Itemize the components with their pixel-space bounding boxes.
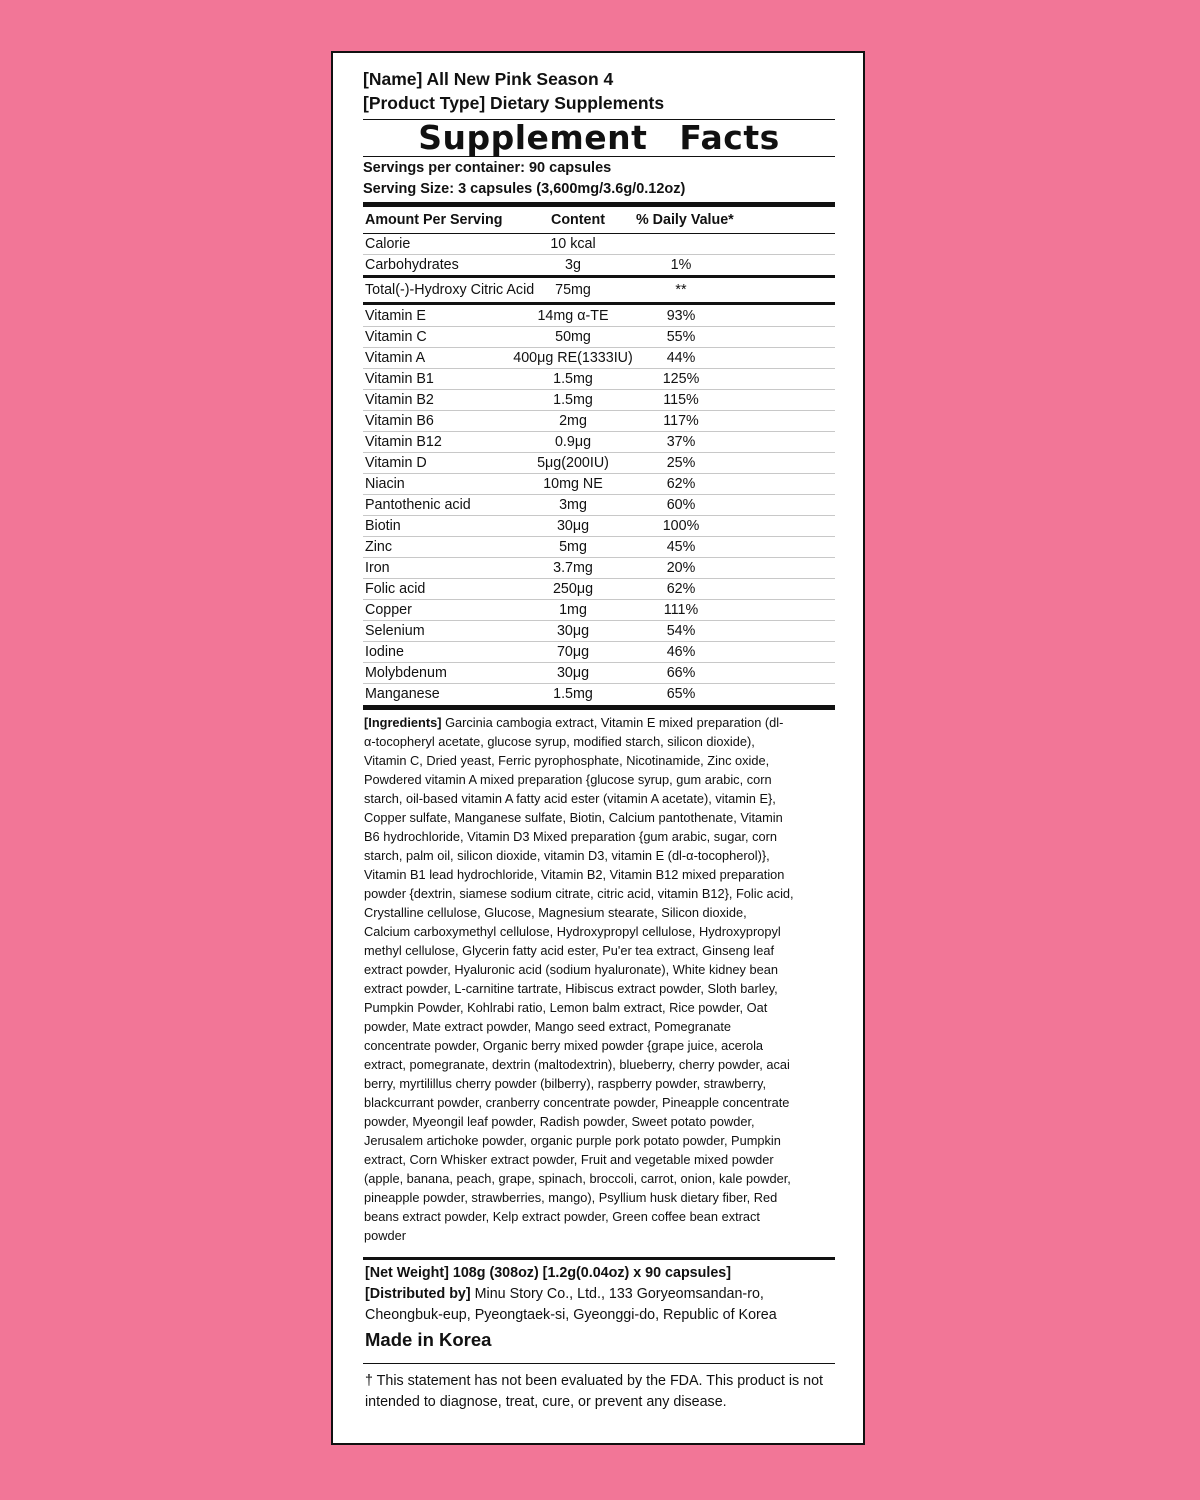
nutrient-daily-value: 111%	[663, 602, 699, 618]
nutrient-name: Vitamin A	[365, 350, 426, 366]
nutrient-content: 50mg	[555, 329, 591, 345]
nutrient-name: Vitamin C	[365, 329, 427, 345]
label-content	[363, 67, 835, 1413]
nutrient-name: Selenium	[365, 623, 425, 639]
nutrient-row	[363, 432, 835, 453]
nutrient-name: Folic acid	[365, 581, 426, 597]
nutrient-content: 3g	[565, 257, 581, 273]
nutrient-content: 250μg	[552, 581, 594, 597]
nutrient-daily-value: 100%	[662, 518, 700, 534]
nutrient-content: 1.5mg	[553, 392, 593, 408]
thick-divider	[363, 705, 835, 710]
nutrient-daily-value: 65%	[666, 686, 696, 702]
nutrient-daily-value: 66%	[666, 665, 696, 681]
nutrient-daily-value: 20%	[666, 560, 696, 576]
serving-size: Serving Size: 3 capsules (3,600mg/3.6g/0.12oz)	[363, 181, 686, 197]
nutrient-daily-value: 54%	[666, 623, 696, 639]
nutrient-content: 30μg	[556, 623, 590, 639]
nutrient-name: Vitamin B1	[365, 371, 434, 387]
nutrient-row	[363, 600, 835, 621]
nutrient-row	[363, 495, 835, 516]
col-dv-header: % Daily Value*	[636, 212, 734, 228]
nutrient-daily-value: 125%	[662, 371, 700, 387]
nutrient-content: 0.9μg	[554, 434, 592, 450]
ingredients-block	[363, 713, 794, 1245]
nutrient-row	[363, 411, 835, 432]
thick-divider	[363, 1257, 835, 1260]
nutrient-name: Vitamin B2	[365, 392, 434, 408]
table-header	[363, 207, 835, 233]
distributed-text: Minu Story Co., Ltd., 133 Goryeomsandan-ro, Cheongbuk-eup, Pyeongtaek-si, Gyeonggi-do, Republic of Korea	[365, 1286, 777, 1323]
made-in: Made in Korea	[365, 1329, 492, 1350]
ingredients-text: Garcinia cambogia extract, Vitamin E mixed preparation (dl-α-tocopheryl acetate, glucose syrup, modified starch, silicon dioxide), Vitamin C, Dried yeast, Ferric pyrophosphate, Nicotinamide, Zinc oxide, Powdered vitamin A mixed preparation {glucose syrup, gum arabic, corn starch, oil-based vitamin A fatty acid ester (vitamin A acetate), vitamin E}, Copper sulfate, Manganese sulfate, Biotin, Calcium pantothenate, Vitamin B6 hydrochloride, Vitamin D3 Mixed preparation {gum arabic, sugar, corn starch, palm oil, silicon dioxide, vitamin D3, vitamin E (dl-α-tocopherol)}, Vitamin B1 lead hydrochloride, Vitamin B2, Vitamin B12 mixed preparation powder {dextrin, siamese sodium citrate, citric acid, vitamin B12}, Folic acid, Crystalline cellulose, Glucose, Magnesium stearate, Silicon dioxide, Calcium carboxymethyl cellulose, Hydroxypropyl cellulose, Hydroxypropyl methyl cellulose, Glycerin fatty acid ester, Pu'er tea extract, Ginseng leaf extract powder, Hyaluronic acid (sodium hyaluronate), White kidney bean extract powder, L-carnitine tartrate, Hibiscus extract powder, Sloth barley, Pumpkin Powder, Kohlrabi ratio, Lemon balm extract, Rice powder, Oat powder, Mate extract powder, Mango seed extract, Pomegranate concentrate powder, Organic berry mixed powder {grape juice, acerola extract, pomegranate, dextrin (maltodextrin), blueberry, cherry powder, acai berry, myrtilillus cherry powder (bilberry), raspberry powder, strawberry, blackcurrant powder, cranberry concentrate powder, Pineapple concentrate powder, Myeongil leaf powder, Radish powder, Sweet potato powder, Jerusalem artichoke powder, organic purple pork potato powder, Pumpkin extract, Corn Whisker extract powder, Fruit and vegetable mixed powder (apple, banana, peach, grape, spinach, broccoli, carrot, onion, kale powder, pineapple powder, strawberries, mango), Psyllium husk dietary fiber, Red beans extract powder, Kelp extract powder, Green coffee bean extract powder	[364, 715, 794, 1243]
nutrient-daily-value: 45%	[666, 539, 696, 555]
nutrient-daily-value: 46%	[666, 644, 696, 660]
nutrient-content: 1.5mg	[553, 371, 593, 387]
nutrient-name: Manganese	[365, 686, 440, 702]
nutrient-daily-value: **	[675, 282, 687, 298]
ingredients-label: [Ingredients]	[364, 715, 442, 730]
nutrient-row	[363, 558, 835, 579]
nutrient-name: Vitamin B12	[365, 434, 442, 450]
nutrient-daily-value: 55%	[666, 329, 696, 345]
nutrient-name: Zinc	[365, 539, 393, 555]
nutrient-content: 3.7mg	[553, 560, 593, 576]
nutrient-name: Vitamin E	[365, 308, 426, 324]
energy-group	[363, 234, 835, 275]
distributed-label: [Distributed by]	[365, 1286, 471, 1302]
nutrient-row	[363, 642, 835, 663]
nutrient-daily-value: 117%	[663, 413, 699, 429]
nutrient-content: 14mg α-TE	[537, 308, 609, 324]
nutrient-content: 70μg	[556, 644, 590, 660]
nutrient-content: 30μg	[556, 518, 590, 534]
nutrient-daily-value: 62%	[666, 581, 696, 597]
nutrient-content: 5μg(200IU)	[537, 455, 609, 471]
nutrient-row	[363, 453, 835, 474]
nutrient-row	[363, 369, 835, 390]
net-weight: [Net Weight] 108g (308oz) [1.2g(0.04oz) x 90 capsules]	[365, 1265, 732, 1281]
distributed-by	[365, 1284, 835, 1326]
nutrient-row	[363, 684, 835, 704]
nutrient-content: 400μg RE(1333IU)	[513, 350, 633, 366]
footer-block	[363, 1263, 835, 1326]
facts-title: Supplement Facts	[418, 118, 780, 157]
nutrient-content: 30μg	[556, 665, 590, 681]
nutrient-content: 1mg	[559, 602, 587, 618]
col-content-header: Content	[551, 212, 605, 228]
nutrient-content: 1.5mg	[553, 686, 593, 702]
nutrient-daily-value: 115%	[663, 392, 699, 408]
hca-group	[363, 278, 835, 300]
nutrient-daily-value: 44%	[666, 350, 696, 366]
servings-per-container: Servings per container: 90 capsules	[363, 160, 612, 176]
nutrient-content: 10 kcal	[550, 236, 596, 252]
nutrient-name: Biotin	[365, 518, 401, 534]
nutrient-name: Niacin	[365, 476, 405, 492]
nutrient-row	[363, 537, 835, 558]
product-name: [Name] All New Pink Season 4	[363, 69, 614, 89]
nutrient-row	[363, 663, 835, 684]
nutrient-name: Vitamin D	[365, 455, 427, 471]
nutrient-row	[363, 280, 835, 300]
nutrient-row	[363, 474, 835, 495]
nutrient-name: Iodine	[365, 644, 404, 660]
fda-statement: † This statement has not been evaluated by the FDA. This product is not intended to diagnose, treat, cure, or prevent any disease.	[365, 1373, 824, 1410]
nutrient-content: 2mg	[559, 413, 587, 429]
nutrient-row	[363, 255, 835, 275]
nutrient-name: Total(-)-Hydroxy Citric Acid	[365, 282, 535, 298]
nutrient-content: 5mg	[559, 539, 587, 555]
product-type: [Product Type] Dietary Supplements	[363, 93, 665, 113]
col-amount-header: Amount Per Serving	[365, 212, 503, 228]
nutrient-content: 10mg NE	[543, 476, 603, 492]
nutrient-content: 75mg	[555, 282, 591, 298]
supplement-facts-label	[331, 51, 865, 1445]
nutrient-daily-value: 93%	[666, 308, 696, 324]
nutrient-row	[363, 516, 835, 537]
nutrient-name: Vitamin B6	[365, 413, 434, 429]
nutrient-name: Copper	[365, 602, 412, 618]
nutrient-daily-value: 60%	[666, 497, 696, 513]
nutrient-row	[363, 621, 835, 642]
nutrient-name: Iron	[365, 560, 390, 576]
nutrient-row	[363, 390, 835, 411]
nutrient-name: Calorie	[365, 236, 411, 252]
nutrient-name: Molybdenum	[365, 665, 447, 681]
nutrient-row	[363, 234, 835, 255]
nutrient-name: Pantothenic acid	[365, 497, 471, 513]
vitamins-group	[363, 305, 835, 704]
divider	[363, 1363, 835, 1364]
nutrient-row	[363, 327, 835, 348]
nutrient-name: Carbohydrates	[365, 257, 459, 273]
nutrient-daily-value: 62%	[666, 476, 696, 492]
nutrient-daily-value: 37%	[666, 434, 696, 450]
nutrient-row	[363, 306, 835, 327]
nutrient-row	[363, 348, 835, 369]
nutrient-daily-value: 25%	[666, 455, 696, 471]
nutrient-content: 3mg	[559, 497, 587, 513]
nutrient-daily-value: 1%	[670, 257, 692, 273]
nutrient-row	[363, 579, 835, 600]
